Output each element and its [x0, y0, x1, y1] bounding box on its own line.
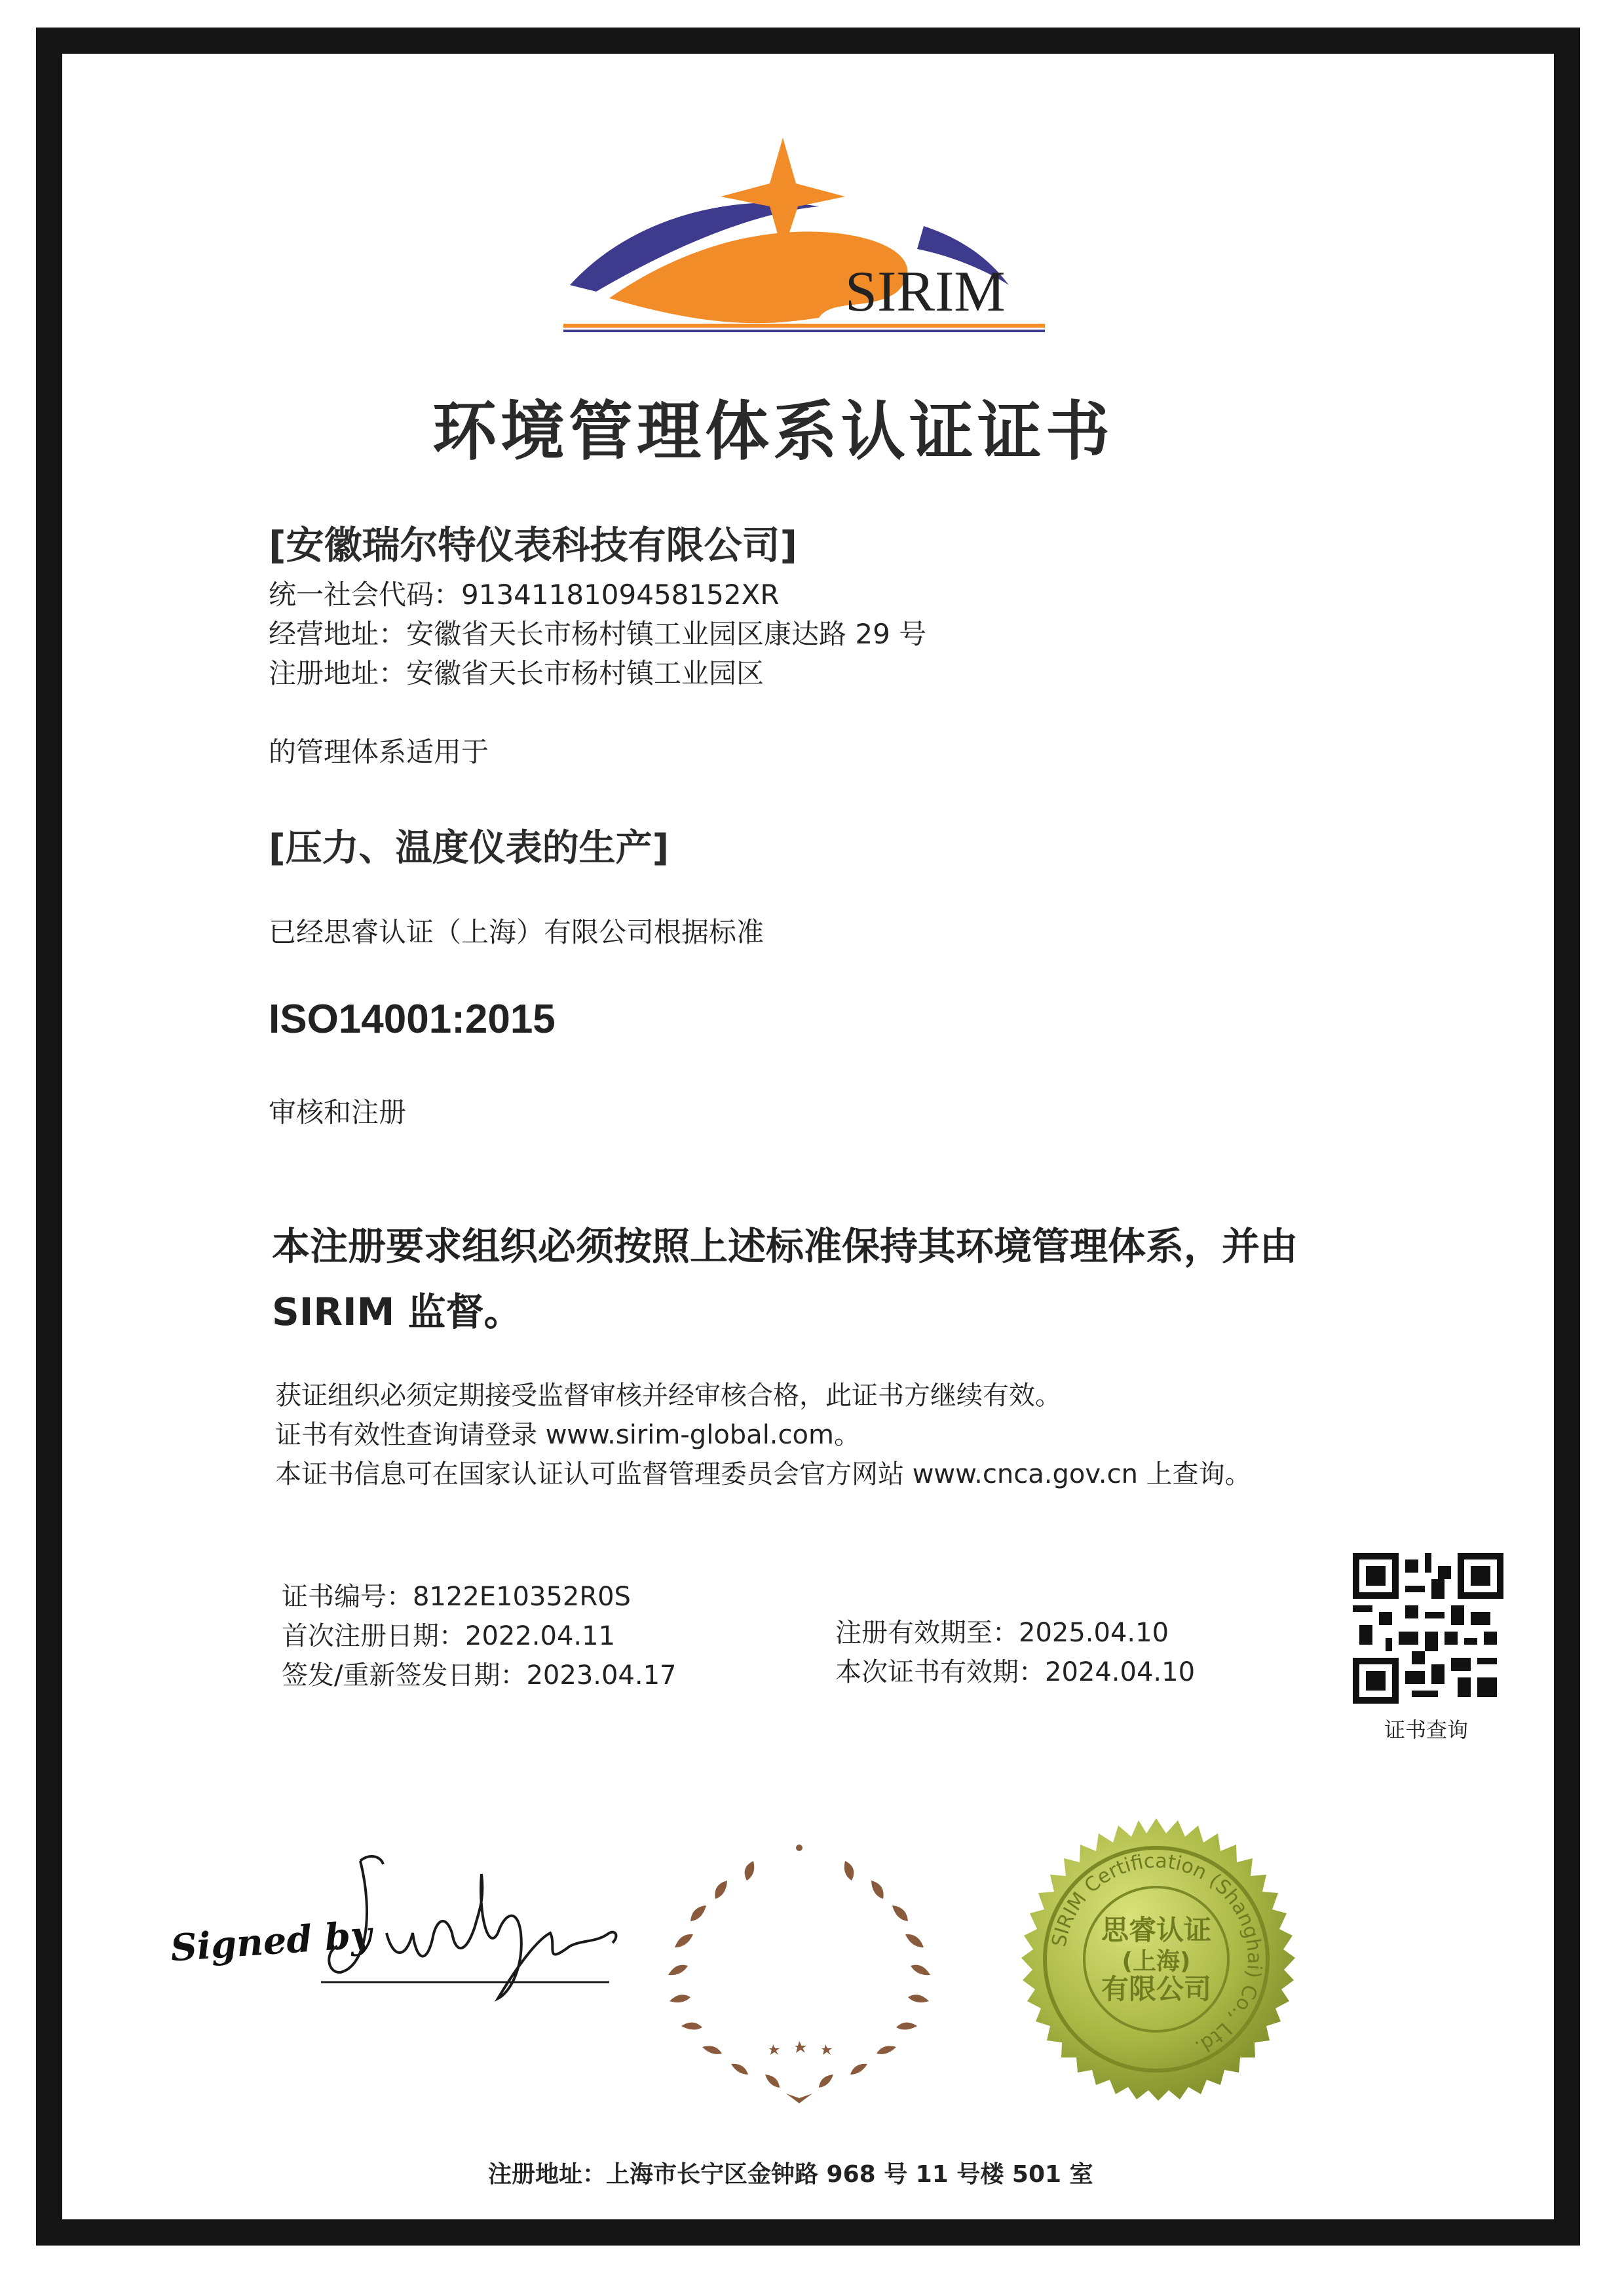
qr-code[interactable] [1353, 1553, 1503, 1704]
notice-line-1: 获证组织必须定期接受监督审核并经审核合格，此证书方继续有效。 [275, 1381, 1061, 1411]
seal-center-text-3: 有限公司 [1101, 1973, 1212, 2005]
certified-by: 已经思睿认证（上海）有限公司根据标准 [269, 916, 765, 948]
qr-caption: 证书查询 [1384, 1717, 1469, 1742]
company-seal [983, 1786, 1330, 2133]
requirement-line-2: SIRIM 监督。 [272, 1290, 522, 1334]
notice-line-3: 本证书信息可在国家认证认可监督管理委员会官方网站 www.cnca.gov.cn 上查询。 [275, 1459, 1251, 1489]
seal-center-text-1: 思睿认证 [1101, 1914, 1212, 1946]
registration-valid-until: 注册有效期至：2025.04.10 [835, 1618, 1169, 1648]
applies-to: 的管理体系适用于 [269, 736, 489, 768]
requirement-line-1: 本注册要求组织必须按照上述标准保持其环境管理体系，并由 [272, 1224, 1298, 1269]
business-address: 经营地址：安徽省天长市杨村镇工业园区康达路 29 号 [269, 618, 927, 650]
seal-ring-text: SIRIM Certification (Shanghai) Co., Ltd. [1048, 1849, 1266, 2059]
wreath-emblem [668, 1835, 930, 2110]
signature [321, 1835, 649, 2005]
brand-name: SIRIM [845, 260, 1006, 324]
footer-address: 注册地址：上海市长宁区金钟路 968 号 11 号楼 501 室 [488, 2161, 1093, 2188]
registered-address: 注册地址：安徽省天长市杨村镇工业园区 [269, 657, 765, 689]
notice-line-2: 证书有效性查询请登录 www.sirim-global.com。 [275, 1420, 860, 1450]
credit-code: 统一社会代码：913411810945815​2XR [269, 579, 780, 611]
audit-registered: 审核和注册 [269, 1096, 407, 1128]
scope: [压力、温度仪表的生产] [269, 827, 670, 870]
standard: ISO14001:2015 [269, 997, 556, 1042]
current-valid-until: 本次证书有效期：2024.04.10 [835, 1657, 1196, 1687]
certificate-title: 环境管理体系认证证书 [432, 394, 1114, 469]
cert-number: 证书编号：8122E10352R0S [282, 1582, 631, 1612]
issue-date: 签发/重新签发日期：2023.04.17 [282, 1660, 677, 1691]
first-registration: 首次注册日期：2022.04.11 [282, 1621, 616, 1651]
signed-by-label: Signed by [169, 1913, 373, 1970]
seal-center-text-2: (上海) [1122, 1948, 1191, 1975]
company-name: [安徽瑞尔特仪表科技有限公司] [269, 523, 798, 567]
